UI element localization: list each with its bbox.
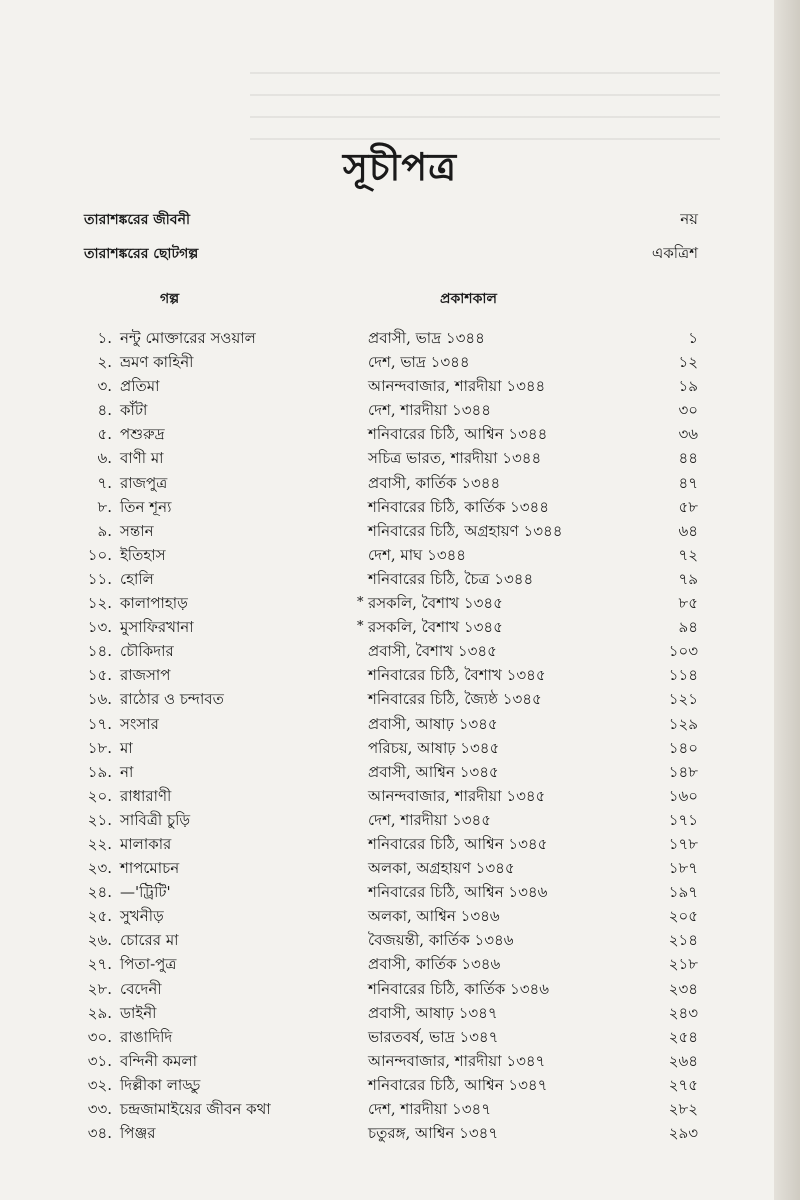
entry-number: ১৩.: [87, 618, 112, 637]
publication-info: শনিবারের চিঠি, আশ্বিন ১৩৪৭: [368, 1075, 548, 1094]
entry-number: ২৮.: [87, 979, 112, 998]
toc-entry: [0, 326, 800, 350]
front-matter-row: [84, 205, 698, 235]
story-title: ভ্রমণ কাহিনী: [120, 353, 194, 372]
toc-entry: [0, 471, 800, 495]
toc-entry: [0, 1049, 800, 1073]
toc-entry: [0, 1073, 800, 1097]
publication-info: প্রবাসী, আশ্বিন ১৩৪৫: [368, 762, 499, 781]
publication-info: দেশ, ভাদ্র ১৩৪৪: [368, 353, 470, 372]
publication-info: প্রবাসী, ভাদ্র ১৩৪৪: [368, 329, 485, 347]
publication-info: শনিবারের চিঠি, কার্তিক ১৩৪৪: [368, 497, 549, 516]
front-matter-label: তারাশঙ্করের জীবনী: [84, 212, 190, 228]
entry-number: ১.: [97, 329, 112, 347]
story-title: শাপমোচন: [120, 859, 180, 878]
toc-entry: [0, 374, 800, 398]
toc-entry: [0, 567, 800, 591]
toc-entry: [0, 663, 800, 687]
toc-entry: [0, 446, 800, 470]
page-number: ১০৩: [668, 642, 698, 661]
entry-number: ১৮.: [87, 738, 112, 757]
story-title: ডাইনী: [120, 1003, 157, 1022]
toc-entry: [0, 784, 800, 808]
page-number: ২৯৩: [668, 1124, 698, 1143]
entry-number: ৪.: [97, 401, 112, 420]
entry-number: ৩৪.: [87, 1124, 112, 1143]
page-number: ২৩৪: [668, 979, 698, 998]
page-number: ১২১: [668, 690, 698, 709]
publication-info: আনন্দবাজার, শারদীয়া ১৩৪৭: [368, 1051, 546, 1070]
toc-entry: [0, 543, 800, 567]
story-title: রাজসাপ: [120, 666, 171, 685]
story-title: রাঠোর ও চন্দাবত: [120, 690, 224, 709]
front-matter-page: নয়: [680, 209, 698, 228]
toc-entry: [0, 687, 800, 711]
page-number: ২৫৪: [668, 1027, 698, 1046]
toc-entry: [0, 398, 800, 422]
entry-number: ৩১.: [87, 1051, 112, 1070]
publication-info: আনন্দবাজার, শারদীয়া ১৩৪৪: [368, 377, 546, 396]
page-number: ৮৫: [678, 594, 698, 613]
story-title: সংসার: [120, 714, 159, 733]
publication-info: চতুরঙ্গ, আশ্বিন ১৩৪৭: [368, 1124, 499, 1143]
entry-number: ২৭.: [87, 955, 112, 974]
entry-number: ১২.: [87, 594, 112, 613]
page-number: ৩৬: [678, 425, 698, 444]
entry-number: ১৬.: [87, 690, 112, 709]
toc-entry: [0, 977, 800, 1001]
publication-info: ভারতবর্ষ, ভাদ্র ১৩৪৭: [368, 1027, 499, 1046]
publication-info: শনিবারের চিঠি, আশ্বিন ১৩৪৪: [368, 425, 548, 444]
page-number: ৪৪: [678, 449, 698, 468]
entry-number: ২৫.: [87, 907, 112, 926]
page-number: ১২৯: [668, 714, 698, 733]
page-number: ৫৮: [678, 497, 698, 516]
page-number: ১৪৮: [668, 762, 698, 781]
bleed-through-texture: [250, 70, 720, 140]
entry-number: ১৭.: [87, 714, 112, 733]
page-number: ২৭৫: [668, 1075, 698, 1094]
story-title: মুসাফিরখানা: [120, 618, 194, 637]
column-header-story: গল্প: [160, 291, 180, 307]
page-number: ১৯৭: [668, 883, 698, 902]
publication-info: রসকলি, বৈশাখ ১৩৪৫: [368, 618, 503, 637]
story-title: —'ট্রিটি': [120, 883, 171, 902]
entry-number: ৮.: [97, 497, 112, 516]
publication-info: শনিবারের চিঠি, আশ্বিন ১৩৪৬: [368, 883, 548, 902]
story-title: কালাপাহাড়: [120, 594, 188, 613]
entry-number: ৩.: [97, 377, 112, 396]
toc-entry: [0, 1025, 800, 1049]
column-header-published: প্রকাশকাল: [440, 291, 497, 307]
story-title: সাবিত্রী চুড়ি: [120, 810, 191, 829]
story-title: দিল্লীকা লাড্ডু: [120, 1075, 201, 1094]
toc-entry: [0, 808, 800, 832]
story-title: বেদেনী: [120, 979, 162, 998]
entry-number: ১০.: [87, 545, 112, 564]
asterisk-marker: *: [357, 619, 364, 635]
page-number: ৩০: [678, 401, 698, 420]
publication-info: শনিবারের চিঠি, জ্যৈষ্ঠ ১৩৪৫: [368, 690, 542, 709]
page-number: ১৭১: [668, 810, 698, 829]
page-number: ২০৫: [668, 907, 698, 926]
publication-info: অলকা, অগ্রহায়ণ ১৩৪৫: [368, 859, 515, 878]
entry-number: ১৪.: [87, 642, 112, 661]
page-number: ২১৪: [668, 931, 698, 950]
toc-entry: [0, 736, 800, 760]
publication-info: শনিবারের চিঠি, বৈশাখ ১৩৪৫: [368, 666, 546, 685]
publication-info: প্রবাসী, বৈশাখ ১৩৪৫: [368, 642, 497, 661]
story-title: চোরের মা: [120, 931, 179, 950]
entry-number: ১৯.: [87, 762, 112, 781]
entry-number: ৩২.: [87, 1075, 112, 1094]
page-number: ১২: [678, 353, 698, 372]
toc-entry: [0, 615, 800, 639]
toc-entry: [0, 880, 800, 904]
toc-entry: [0, 422, 800, 446]
story-title: পিতা-পুত্র: [120, 955, 177, 974]
front-matter-page: একত্রিশ: [651, 243, 698, 262]
toc-entry: [0, 712, 800, 736]
story-title: না: [120, 762, 134, 781]
page-number: ১৪০: [668, 738, 698, 757]
entry-number: ২.: [97, 353, 112, 372]
story-title: চৌকিদার: [120, 642, 174, 661]
publication-info: দেশ, শারদীয়া ১৩৪৫: [368, 810, 491, 829]
story-title: রাঙাদিদি: [120, 1027, 173, 1046]
publication-info: প্রবাসী, আষাঢ় ১৩৪৭: [368, 1003, 498, 1022]
story-title: বাণী মা: [120, 449, 164, 468]
publication-info: আনন্দবাজার, শারদীয়া ১৩৪৫: [368, 786, 546, 805]
entry-number: ১১.: [87, 569, 112, 588]
toc-entry: [0, 350, 800, 374]
page-number: ২১৮: [668, 955, 698, 974]
publication-info: রসকলি, বৈশাখ ১৩৪৫: [368, 594, 503, 613]
entry-number: ১৫.: [87, 666, 112, 685]
toc-entry: [0, 495, 800, 519]
publication-info: প্রবাসী, কার্তিক ১৩৪৪: [368, 473, 501, 492]
page-number: ২৪৩: [668, 1003, 698, 1022]
story-title: চন্দ্রজামাইয়ের জীবন কথা: [120, 1100, 271, 1118]
page-number: ৪৭: [678, 473, 698, 492]
toc-entry: [0, 591, 800, 615]
story-title: হোলি: [120, 569, 154, 588]
front-matter-row: [84, 239, 698, 269]
entry-number: ৩৩.: [87, 1100, 112, 1118]
story-title: সন্তান: [120, 521, 154, 540]
story-title: ইতিহাস: [120, 545, 166, 564]
toc-entry: [0, 856, 800, 880]
publication-info: প্রবাসী, আষাঢ় ১৩৪৫: [368, 714, 498, 733]
toc-entry: [0, 1097, 800, 1121]
publication-info: সচিত্র ভারত, শারদীয়া ১৩৪৪: [368, 449, 542, 468]
entry-number: ২৪.: [87, 883, 112, 902]
publication-info: শনিবারের চিঠি, চৈত্র ১৩৪৪: [368, 569, 534, 588]
story-title: প্রতিমা: [120, 377, 160, 396]
page-title: সূচীপত্র: [342, 144, 458, 189]
publication-info: শনিবারের চিঠি, অগ্রহায়ণ ১৩৪৪: [368, 521, 563, 540]
page-number: ১৯: [678, 377, 698, 396]
page-number: ২৬৪: [668, 1051, 698, 1070]
entry-number: ২৩.: [87, 859, 112, 878]
page-number: ৬৪: [678, 521, 698, 540]
story-title: মা: [120, 738, 133, 757]
toc-entry: [0, 1001, 800, 1025]
publication-info: দেশ, শারদীয়া ১৩৪৪: [368, 401, 491, 420]
story-title: তিন শূন্য: [120, 497, 172, 516]
page-number: ১: [688, 329, 698, 347]
entry-number: ২৬.: [87, 931, 112, 950]
toc-entry: [0, 519, 800, 543]
page-number: ১৭৮: [668, 834, 698, 853]
entry-number: ২৯.: [87, 1003, 112, 1022]
page-number: ৭৯: [678, 569, 698, 588]
publication-info: শনিবারের চিঠি, কার্তিক ১৩৪৬: [368, 979, 549, 998]
page-number: ১৮৭: [668, 859, 698, 878]
toc-entry: [0, 904, 800, 928]
story-title: মালাকার: [120, 834, 172, 853]
story-title: বন্দিনী কমলা: [120, 1051, 198, 1070]
entry-number: ২১.: [87, 810, 112, 829]
story-title: রাজপুত্র: [120, 473, 168, 492]
entry-number: ৭.: [97, 473, 112, 492]
story-title: নন্টু মোক্তারের সওয়াল: [120, 329, 256, 347]
publication-info: অলকা, আশ্বিন ১৩৪৬: [368, 907, 500, 926]
publication-info: দেশ, শারদীয়া ১৩৪৭: [368, 1100, 491, 1118]
story-title: সুখনীড়: [120, 907, 164, 926]
toc-entry: [0, 952, 800, 976]
asterisk-marker: *: [357, 595, 364, 611]
publication-info: বৈজয়ন্তী, কার্তিক ১৩৪৬: [368, 931, 514, 950]
entry-number: ৫.: [97, 425, 112, 444]
toc-list: [0, 326, 800, 1145]
toc-entry: [0, 832, 800, 856]
toc-entry: [0, 760, 800, 784]
entry-number: ৩০.: [87, 1027, 112, 1046]
entry-number: ৬.: [97, 449, 112, 468]
front-matter-label: তারাশঙ্করের ছোটগল্প: [84, 246, 199, 262]
publication-info: শনিবারের চিঠি, আশ্বিন ১৩৪৫: [368, 834, 548, 853]
publication-info: দেশ, মাঘ ১৩৪৪: [368, 545, 467, 564]
story-title: পিঞ্জর: [120, 1124, 156, 1143]
publication-info: প্রবাসী, কার্তিক ১৩৪৬: [368, 955, 501, 974]
toc-entry: [0, 928, 800, 952]
page-number: ১৬০: [668, 786, 698, 805]
story-title: পশুরুদ্র: [120, 425, 165, 444]
page-number: ৯৪: [678, 618, 698, 637]
entry-number: ২২.: [87, 834, 112, 853]
entry-number: ২০.: [87, 786, 112, 805]
story-title: কাঁটা: [120, 401, 148, 420]
story-title: রাধারাণী: [120, 786, 172, 805]
toc-entry: [0, 1121, 800, 1145]
entry-number: ৯.: [97, 521, 112, 540]
toc-entry: [0, 639, 800, 663]
page-number: ৭২: [678, 545, 698, 564]
page-edge-shadow: [774, 0, 800, 1200]
publication-info: পরিচয়, আষাঢ় ১৩৪৫: [368, 738, 500, 757]
page-number: ১১৪: [668, 666, 698, 685]
page-number: ২৮২: [668, 1100, 698, 1118]
